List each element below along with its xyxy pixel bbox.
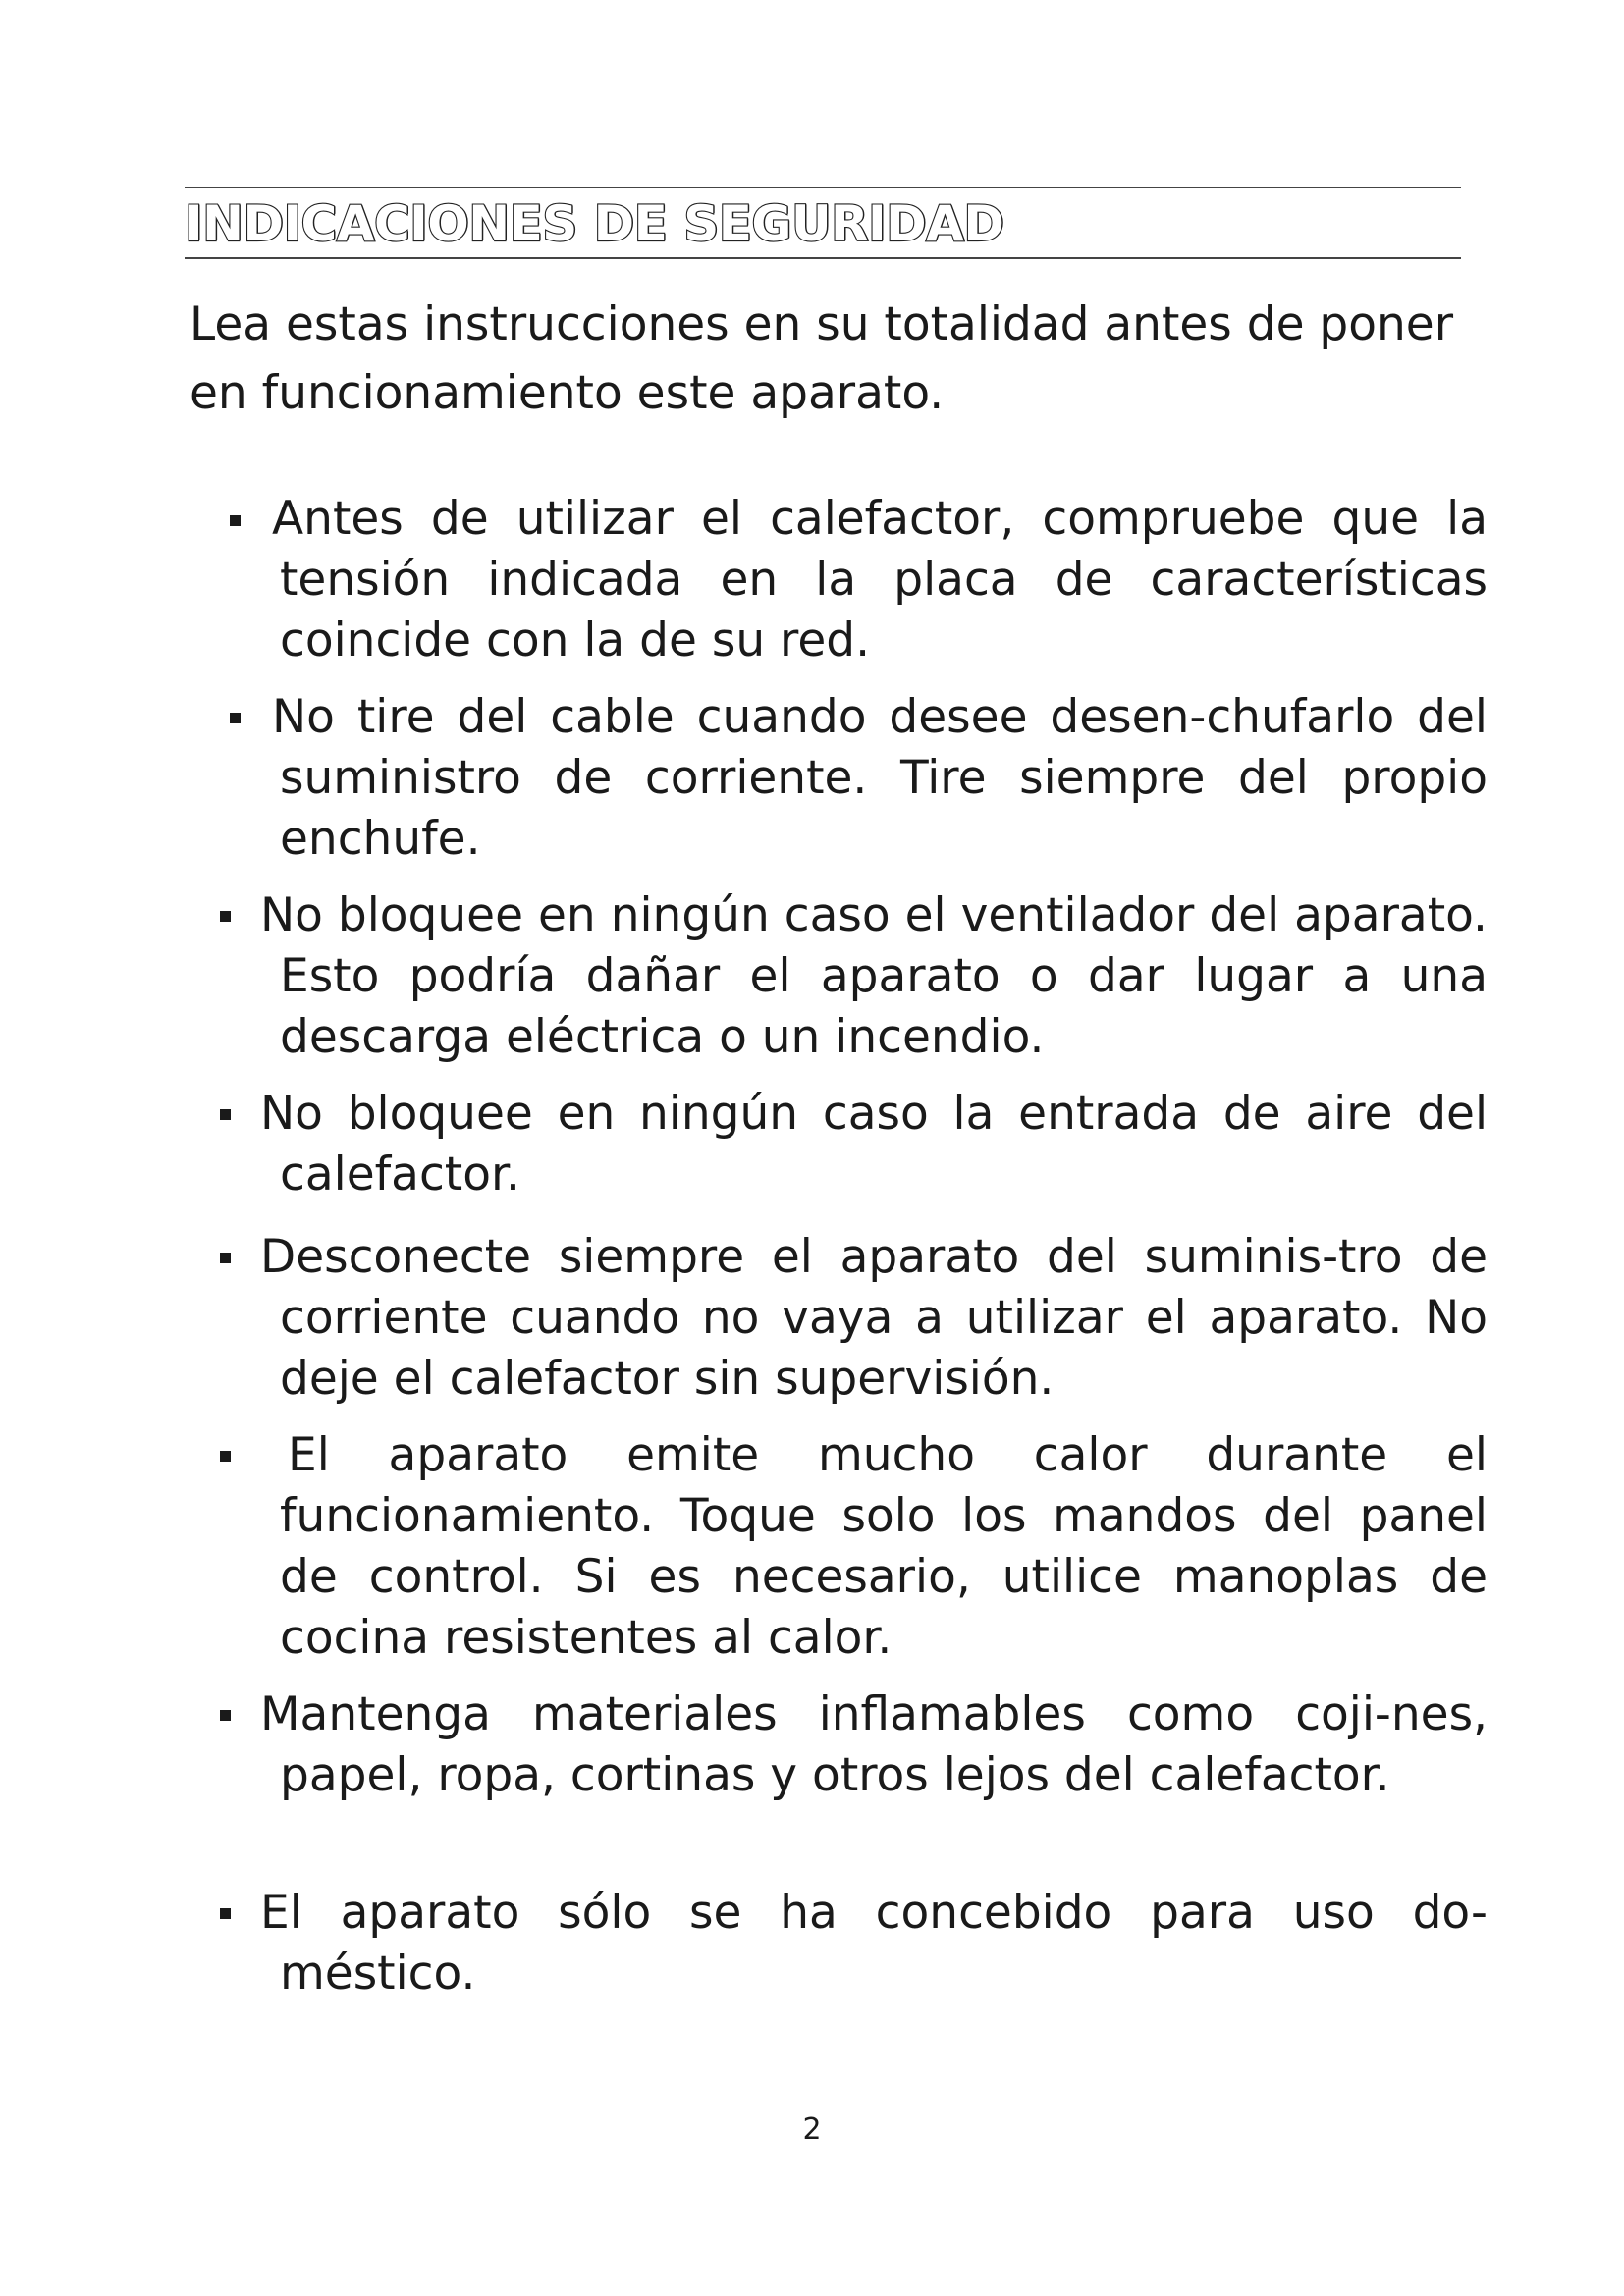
list-item-text: Antes de utilizar el calefactor, compruebe que la tensión indicada en la placa de características coincide con la de su red.	[272, 492, 1488, 667]
title-bottom-rule	[185, 257, 1461, 259]
list-item-text: No tire del cable cuando desee desen-chufarlo del suministro de corriente. Tire siempre del propio enchufe.	[272, 690, 1488, 866]
list-item-text: No bloquee en ningún caso la entrada de aire del calefactor.	[260, 1087, 1488, 1201]
square-bullet-icon	[230, 515, 241, 526]
square-bullet-icon	[220, 911, 231, 922]
list-item-text: Mantenga materiales inflamables como coji-nes, papel, ropa, cortinas y otros lejos del calefactor.	[260, 1687, 1488, 1802]
page-number: 2	[802, 2112, 822, 2147]
page-title: INDICACIONES DE SEGURIDAD	[185, 195, 1004, 252]
list-item-text: No bloquee en ningún caso el ventilador del aparato. Esto podría dañar el aparato o dar lugar a una descarga eléctrica o un incendio.	[260, 888, 1488, 1064]
square-bullet-icon	[220, 1253, 231, 1263]
square-bullet-icon	[230, 713, 241, 723]
list-item-text: El aparato emite mucho calor durante el funcionamiento. Toque solo los mandos del panel de control. Si es necesario, utilice manoplas de cocina resistentes al calor.	[280, 1428, 1488, 1665]
intro-paragraph: Lea estas instrucciones en su totalidad antes de poner en funcionamiento este aparato.	[189, 297, 1454, 420]
square-bullet-icon	[220, 1710, 231, 1721]
square-bullet-icon	[220, 1451, 231, 1462]
title-top-rule	[185, 187, 1461, 188]
square-bullet-icon	[220, 1908, 231, 1919]
square-bullet-icon	[220, 1109, 231, 1120]
list-item-text: El aparato sólo se ha concebido para uso do-méstico.	[260, 1886, 1488, 2001]
list-item-text: Desconecte siempre el aparato del suminis-tro de corriente cuando no vaya a utilizar el aparato. No deje el calefactor sin supervisión.	[260, 1230, 1488, 1406]
